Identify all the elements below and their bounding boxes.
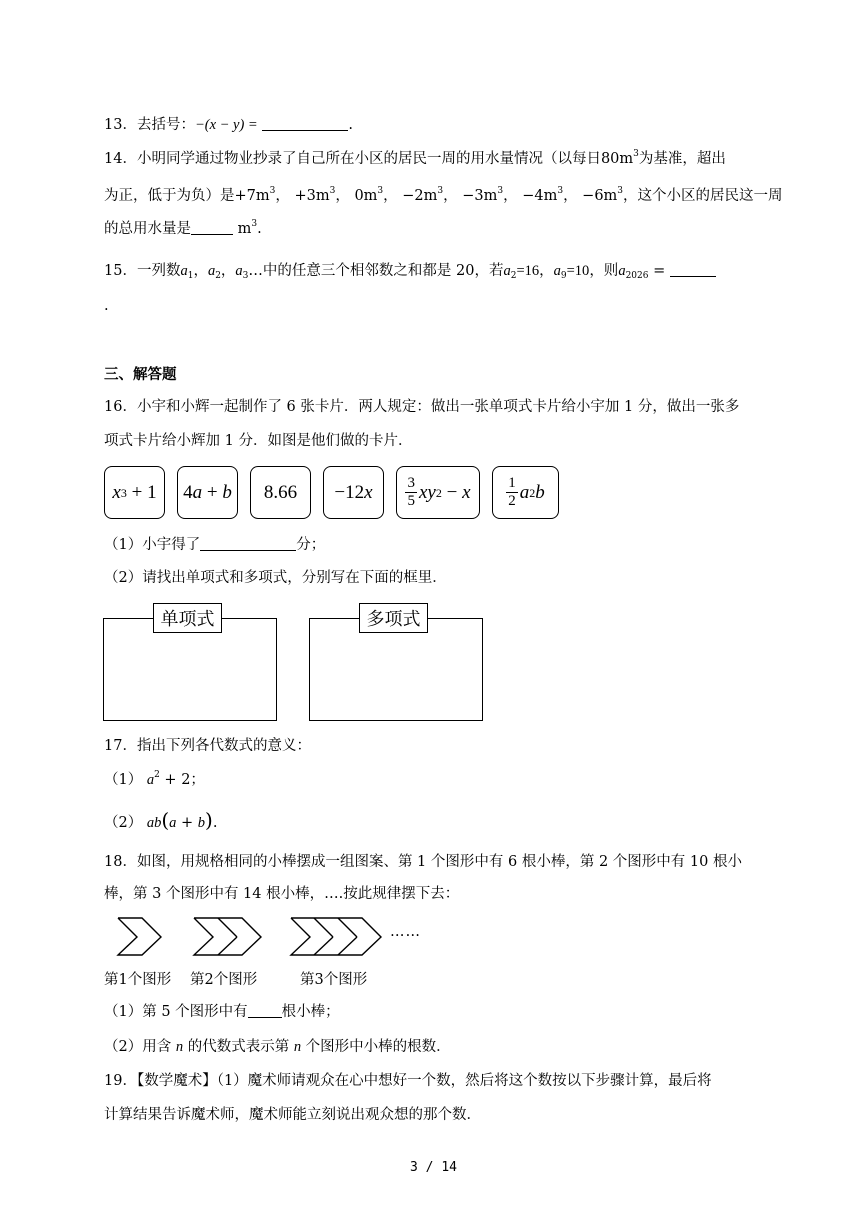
question-16-sub-1: （1）小宇得了 分；: [104, 537, 326, 553]
card-6: $\frac{1}{2}$ a 2 b: [492, 466, 559, 519]
question-15: 15．一列数$a_1$，$a_2$，$a_3\dots$中的任意三个相邻数之和都是 20，若$a_2=16$，$a_9=10$，则$a_{2026}$ =: [104, 261, 716, 281]
question-18-line-1: 18．如图，用规格相同的小棒摆成一组图案、第 1 个图形中有 6 根小棒，第 2 个图形中有 10 根小: [104, 854, 742, 870]
question-17-sub-1: （1） $a^2 + 2$；: [104, 770, 205, 788]
page-number: 3 / 14: [410, 1160, 457, 1175]
chevron-shape: [194, 918, 261, 955]
question-14-line-3: 的总用水量是 $m^3$.: [104, 219, 262, 237]
question-16-sub-2: （2）请找出单项式和多项式，分别写在下面的框里．: [104, 570, 447, 586]
figure-caption-3: 第3个图形: [300, 972, 368, 988]
section-title: 三、解答题: [104, 366, 177, 383]
chevron-shape: [291, 918, 381, 955]
card-1: x 3 + 1: [104, 466, 165, 519]
question-16-line-1: 16．小宇和小辉一起制作了 6 张卡片．两人规定：做出一张单项式卡片给小宇加 1 分，做出一张多: [104, 399, 740, 415]
chevron-shape: [118, 918, 161, 955]
card-2: 4 a + b: [177, 466, 238, 519]
polynomial-label: 多项式: [359, 603, 428, 633]
question-19-line-1: 19．【数学魔术】（1）魔术师请观众在心中想好一个数，然后将这个数按以下步骤计算，最后将: [104, 1073, 712, 1089]
figure-caption-1: 第1个图形: [104, 972, 172, 988]
card-4: −12 x: [323, 466, 384, 519]
question-17-line-1: 17．指出下列各代数式的意义：: [104, 738, 311, 754]
question-16-line-2: 项式卡片给小辉加 1 分．如图是他们做的卡片．: [104, 433, 413, 449]
question-17-sub-2: （2） ab(a + b).: [104, 808, 218, 832]
question-14-line-2: 为正，低于为负）是$+7m^3$， $+3m^3$， $0m^3$， $-2m^3$， $-3m^3$， $-4m^3$， $-6m^3$，这个小区的居民这一周: [104, 186, 783, 204]
question-19-line-2: 计算结果告诉魔术师，魔术师能立刻说出观众想的那个数．: [104, 1107, 481, 1123]
question-18-sub-1: （1）第 5 个图形中有 根小棒；: [104, 1004, 340, 1020]
monomial-label: 单项式: [153, 603, 222, 633]
question-14-line-1: 14．小明同学通过物业抄录了自己所在小区的居民一周的用水量情况（以每日$80m^3$为基准，超出: [104, 149, 726, 167]
q13-expression: −(x − y) =: [194, 117, 258, 133]
figure-caption-2: 第2个图形: [190, 972, 258, 988]
card-3: 8.66: [250, 466, 311, 519]
card-5: $\frac{3}{5}$ xy 2 − x: [396, 466, 480, 519]
question-13: 13．去括号：−(x − y) = .: [104, 117, 353, 133]
question-18-sub-2: （2）用含 n 的代数式表示第 n 个图形中小棒的根数．: [104, 1039, 451, 1055]
question-15-end: .: [104, 298, 109, 314]
question-18-line-2: 棒，第 3 个图形中有 14 根小棒，….按此规律摆下去：: [104, 886, 460, 902]
figure-ellipsis: ……: [390, 924, 421, 940]
answer-blank: [248, 1003, 282, 1018]
